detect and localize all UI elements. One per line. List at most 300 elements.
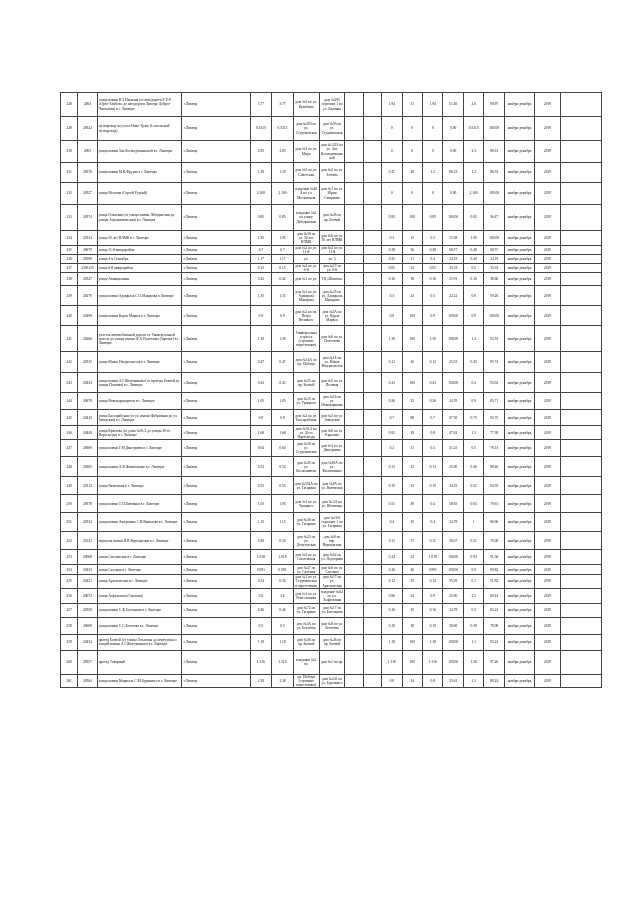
cell-len: 1.68 xyxy=(250,426,272,440)
cell-c3: 0.51 xyxy=(382,495,402,513)
cell-year: 2019 xyxy=(535,373,561,393)
cell-len: 1.316 xyxy=(250,650,272,674)
cell-len: 0.46 xyxy=(250,603,272,617)
cell-name: улица имени С.С.Бехтеева в г. Липецке xyxy=(97,617,181,634)
cell-c5: 0.8 xyxy=(423,674,443,687)
cell-c6: 100.00 xyxy=(443,565,463,575)
cell-c7: 0.9 xyxy=(463,565,483,575)
cell-c6: 35.29 xyxy=(443,575,463,588)
cell-name: улица имени Зои Космодемьянской в г. Липецке xyxy=(97,141,181,163)
table-row xyxy=(61,373,602,393)
cell-len2: 0.7 xyxy=(272,246,294,255)
cell-c1 xyxy=(345,513,363,532)
cell-len2: 1.03 xyxy=(272,495,294,513)
cell-period: ноябрь-декабрь xyxy=(504,326,534,352)
cell-start: дом №1 по ул. Урицкого xyxy=(293,495,319,513)
cell-c6: 100.00 xyxy=(443,326,463,352)
cell-end: дом №5А по ул. Карла Маркса xyxy=(319,306,345,326)
cell-end: дом №6 по ул. Салтыка xyxy=(319,565,345,575)
cell-start: дом №5 по ул. Кулибина xyxy=(293,93,319,117)
cell-year: 2019 xyxy=(535,183,561,205)
cell-c3: 1.18 xyxy=(382,634,402,650)
cell-name: улица 4-я Сентябрь xyxy=(97,255,181,264)
cell-len2: 0.64 xyxy=(272,440,294,457)
cell-period: ноябрь-декабрь xyxy=(504,426,534,440)
cell-end: дом №6 по ул. Крылова xyxy=(319,426,345,440)
cell-end: дом №1 по ул. Юрия Смирнова xyxy=(319,183,345,205)
table-row xyxy=(61,93,602,117)
cell-code: 20598 xyxy=(78,255,97,264)
cell-len2: 1.018 xyxy=(272,550,294,565)
cell-name: улица Смоленская в г. Липецке xyxy=(97,550,181,565)
cell-c5: 0.2 xyxy=(423,440,443,457)
cell-c7: 0.16 xyxy=(463,273,483,286)
cell-name: улица имени М.В.Фрунзе в г. Липецке xyxy=(97,163,181,183)
cell-c7: 0.39 xyxy=(463,617,483,634)
cell-blank xyxy=(560,440,601,457)
cell-code: 20498 xyxy=(78,306,97,326)
cell-c7: 1.1 xyxy=(463,634,483,650)
cell-n: 240 xyxy=(61,306,78,326)
table-row xyxy=(61,603,602,617)
cell-c2 xyxy=(363,373,381,393)
cell-blank xyxy=(560,513,601,532)
cell-c4: 100 xyxy=(402,650,422,674)
cell-c5: 0.48 xyxy=(423,246,443,255)
cell-c7: 1.2 xyxy=(463,163,483,183)
cell-c2 xyxy=(363,440,381,457)
cell-c3: 1.94 xyxy=(382,93,402,117)
cell-c6: 38.83 xyxy=(443,495,463,513)
cell-start: дом №30 по ул. Студеновская xyxy=(293,440,319,457)
cell-start: дом №3А по ул. Бехтеева xyxy=(293,617,319,634)
cell-name: улица имени С.Ф.Балтанова в г. Липецке xyxy=(97,603,181,617)
cell-start: дом №2 по ул. 6-й xyxy=(293,264,319,273)
cell-loc: г.Липецк xyxy=(181,205,250,231)
cell-c5: 0.13 xyxy=(423,457,443,477)
cell-c4: 15 xyxy=(402,231,422,246)
cell-code: 20421 xyxy=(78,575,97,588)
cell-blank xyxy=(560,264,601,273)
cell-c6: 34.78 xyxy=(443,603,463,617)
cell-c1 xyxy=(345,674,363,687)
cell-c4: 100 xyxy=(402,326,422,352)
cell-c6: 51.46 xyxy=(443,93,463,117)
cell-len2: 1.39 xyxy=(272,163,294,183)
cell-c2 xyxy=(363,93,381,117)
cell-year: 2019 xyxy=(535,495,561,513)
cell-blank xyxy=(560,93,601,117)
table-row xyxy=(61,565,602,575)
cell-code: 20557 xyxy=(78,650,97,674)
cell-end: дом №5 по ул. Полевая xyxy=(319,373,345,393)
cell-c6: 38.00 xyxy=(443,617,463,634)
cell-loc: г.Липецк xyxy=(181,231,250,246)
cell-loc: г.Липецк xyxy=(181,495,250,513)
cell-c7: 1.3 xyxy=(463,426,483,440)
cell-c1 xyxy=(345,603,363,617)
cell-name: улица имени Адмирала С.О.Макарова в Липецке xyxy=(97,286,181,306)
cell-end: дом №6 по ул. 50 лет НЛМК xyxy=(319,231,345,246)
cell-c8: 70.00 xyxy=(484,532,504,550)
cell-period: ноябрь-декабрь xyxy=(504,163,534,183)
cell-end: дом №16 по ул. Новоцарькова xyxy=(319,393,345,410)
cell-start: дом №2 по ул. 11-й xyxy=(293,246,319,255)
cell-end: дом №1Б по ул. Юных Натуралистов xyxy=(319,352,345,373)
cell-c5: 0.4 xyxy=(423,495,443,513)
table-row xyxy=(61,306,602,326)
cell-name: путепровод ж/д путь Ново-Транс (Сокольский путепровод) xyxy=(97,117,181,141)
cell-c1 xyxy=(345,205,363,231)
cell-c5: 0 xyxy=(423,141,443,163)
cell-n: 232 xyxy=(61,183,78,205)
cell-end: владение №62 по ул. Асфальтная xyxy=(319,588,345,603)
table-row xyxy=(61,457,602,477)
cell-c1 xyxy=(345,457,363,477)
cell-year: 2019 xyxy=(535,532,561,550)
cell-len: 1.35 xyxy=(250,286,272,306)
cell-len: 1.05 xyxy=(250,393,272,410)
cell-c4: 48 xyxy=(402,163,422,183)
cell-end: дом №2 по ул. Зегеева xyxy=(319,163,345,183)
cell-code: 20527 xyxy=(78,183,97,205)
cell-c1 xyxy=(345,264,363,273)
cell-period: ноябрь-декабрь xyxy=(504,246,534,255)
cell-len2: 1.35 xyxy=(272,286,294,306)
cell-n: 254 xyxy=(61,565,78,575)
cell-c7: 0.46 xyxy=(463,457,483,477)
cell-len: 0.5315 xyxy=(250,117,272,141)
cell-c6: 68.57 xyxy=(443,246,463,255)
cell-c5: 0.8 xyxy=(423,426,443,440)
cell-period: ноябрь-декабрь xyxy=(504,532,534,550)
cell-len: 0.64 xyxy=(250,440,272,457)
cell-c3: 0.86 xyxy=(382,588,402,603)
cell-loc: г.Липецк xyxy=(181,264,250,273)
cell-c6: 100.00 xyxy=(443,306,463,326)
cell-c2 xyxy=(363,457,381,477)
cell-loc: г.Липецк xyxy=(181,634,250,650)
cell-c3: 0.16 xyxy=(382,273,402,286)
cell-c6: 34.55 xyxy=(443,477,463,495)
table-row xyxy=(61,650,602,674)
cell-len2: 1.68 xyxy=(272,426,294,440)
cell-c2 xyxy=(363,550,381,565)
cell-n: 257 xyxy=(61,603,78,617)
cell-year: 2019 xyxy=(535,440,561,457)
cell-end: дом №16А строение 1 по ул. Гагарина xyxy=(319,513,345,532)
table-row xyxy=(61,264,602,273)
cell-len: 1.95 xyxy=(250,231,272,246)
cell-n: 230 xyxy=(61,141,78,163)
cell-c2 xyxy=(363,634,381,650)
cell-blank xyxy=(560,205,601,231)
cell-n: 236 xyxy=(61,255,78,264)
cell-year: 2019 xyxy=(535,410,561,426)
cell-blank xyxy=(560,603,601,617)
cell-loc: г.Липецк xyxy=(181,457,250,477)
cell-blank xyxy=(560,352,601,373)
cell-blank xyxy=(560,477,601,495)
cell-c7: 1.95 xyxy=(463,231,483,246)
cell-start: дом №23 по ул. Депутатская xyxy=(293,532,319,550)
cell-c8: 90.82 xyxy=(484,565,504,575)
cell-c6: 87.50 xyxy=(443,410,463,426)
cell-year: 2019 xyxy=(535,477,561,495)
cell-c8: 38.66 xyxy=(484,273,504,286)
cell-c4: 35 xyxy=(402,477,422,495)
cell-blank xyxy=(560,650,601,674)
cell-code: 2456125 xyxy=(78,264,97,273)
cell-start: дом №30 по ул. 50 лет НЛМК xyxy=(293,231,319,246)
cell-period: ноябрь-декабрь xyxy=(504,183,534,205)
cell-c6: 33.61 xyxy=(443,674,463,687)
cell-name: улица 50 лет НЛМК в г. Липецке xyxy=(97,231,181,246)
cell-year: 2019 xyxy=(535,650,561,674)
cell-start: владение №2 по улице Лебединская xyxy=(293,205,319,231)
cell-n: 231 xyxy=(61,163,78,183)
cell-code: 20453 xyxy=(78,565,97,575)
cell-c6: 31.25 xyxy=(443,440,463,457)
cell-c1 xyxy=(345,650,363,674)
cell-loc: г.Липецк xyxy=(181,183,250,205)
table-row xyxy=(61,141,602,163)
cell-c3: 1.316 xyxy=(382,650,402,674)
cell-c2 xyxy=(363,246,381,255)
cell-len: 1.39 xyxy=(250,326,272,352)
cell-code: 20679 xyxy=(78,246,97,255)
cell-len: 3.77 xyxy=(250,93,272,117)
cell-code: 20454 xyxy=(78,634,97,650)
cell-end: дом №17 по ул. Арктическая xyxy=(319,575,345,588)
cell-c3: 0.24 xyxy=(382,550,402,565)
table-row xyxy=(61,205,602,231)
cell-c6: 34.19 xyxy=(443,255,463,264)
cell-c5: 0.16 xyxy=(423,603,443,617)
cell-n: 241 xyxy=(61,326,78,352)
cell-start: дом №36 по пр. Боевой xyxy=(293,634,319,650)
cell-code: 20522 xyxy=(78,117,97,141)
table-row xyxy=(61,588,602,603)
cell-len2: 0.46 xyxy=(272,603,294,617)
cell-c8: 77.38 xyxy=(484,426,504,440)
cell-c1 xyxy=(345,634,363,650)
cell-n: 245 xyxy=(61,410,78,426)
cell-c4: 36 xyxy=(402,246,422,255)
cell-c8: 86.33 xyxy=(484,163,504,183)
cell-year: 2019 xyxy=(535,255,561,264)
cell-c8: 97.26 xyxy=(484,650,504,674)
cell-loc: г.Липецк xyxy=(181,410,250,426)
cell-period: ноябрь-декабрь xyxy=(504,205,534,231)
cell-c6: 100.00 xyxy=(443,205,463,231)
cell-year: 2019 xyxy=(535,163,561,183)
cell-c8: 34.19 xyxy=(484,255,504,264)
cell-loc: г.Липецк xyxy=(181,532,250,550)
cell-code: 20312 xyxy=(78,477,97,495)
table-row xyxy=(61,393,602,410)
cell-code: 20550 xyxy=(78,603,97,617)
cell-n: 253 xyxy=(61,550,78,565)
table-row xyxy=(61,634,602,650)
cell-end: дом №4 по ул. 11-й xyxy=(319,246,345,255)
cell-len2: 2.169 xyxy=(272,183,294,205)
table-row xyxy=(61,231,602,246)
cell-name: переулок имени В.В.Верещагина в г. Липецке xyxy=(97,532,181,550)
cell-loc: г.Липецк xyxy=(181,603,250,617)
cell-c3: 0.19 xyxy=(382,477,402,495)
cell-c2 xyxy=(363,117,381,141)
cell-c4: 38 xyxy=(402,273,422,286)
cell-c7: 0.1 xyxy=(463,575,483,588)
cell-blank xyxy=(560,617,601,634)
cell-c5: 0.3 xyxy=(423,231,443,246)
cell-blank xyxy=(560,231,601,246)
cell-c8: 95.74 xyxy=(484,352,504,373)
cell-c6: 36.67 xyxy=(443,532,463,550)
cell-start: дом №1 по ул. xyxy=(293,273,319,286)
cell-year: 2019 xyxy=(535,141,561,163)
cell-end: дом №121Б по ул. Зои Космодемьянской xyxy=(319,141,345,163)
cell-blank xyxy=(560,246,601,255)
cell-end: дом №17 по ул. Балтанова xyxy=(319,603,345,617)
cell-c4: 38 xyxy=(402,617,422,634)
cell-len2: 0.5315 xyxy=(272,117,294,141)
cell-n: 244 xyxy=(61,393,78,410)
cell-len2: 0.9 xyxy=(272,306,294,326)
cell-c7: 2.3 xyxy=(463,141,483,163)
cell-c5: 0.12 xyxy=(423,575,443,588)
cell-c7: 0.4 xyxy=(463,373,483,393)
table-row xyxy=(61,246,602,255)
cell-n: 251 xyxy=(61,513,78,532)
cell-end: дом №8А по ул. Вяземская xyxy=(319,477,345,495)
cell-blank xyxy=(560,373,601,393)
cell-c2 xyxy=(363,426,381,440)
cell-c8: 85.71 xyxy=(484,393,504,410)
cell-c1 xyxy=(345,231,363,246)
cell-loc: г.Липецк xyxy=(181,93,250,117)
cell-name: улица имени Г.М.Дмитриева в г. Липецке xyxy=(97,440,181,457)
cell-c3: 0.13 xyxy=(382,457,402,477)
cell-n: 234 xyxy=(61,231,78,246)
cell-c8: 100.00 xyxy=(484,306,504,326)
cell-blank xyxy=(560,588,601,603)
cell-c8: 59.26 xyxy=(484,286,504,306)
cell-c5: 0.11 xyxy=(423,532,443,550)
cell-start: дом №30 по ул. Гагарина xyxy=(293,513,319,532)
cell-start: дом №35 по пр. Боевой xyxy=(293,373,319,393)
cell-start: дом №45 по ул. Космонавтов xyxy=(293,457,319,477)
cell-c7: 2.5 xyxy=(463,588,483,603)
cell-c6: 100.00 xyxy=(443,634,463,650)
cell-name: улица имени Т.Г.Шевченко в г. Липецке xyxy=(97,495,181,513)
cell-c3: 1.39 xyxy=(382,326,402,352)
cell-period: ноябрь-декабрь xyxy=(504,588,534,603)
cell-code: 20578 xyxy=(78,495,97,513)
cell-len: 0.8 xyxy=(250,410,272,426)
cell-period: ноябрь-декабрь xyxy=(504,650,534,674)
cell-year: 2019 xyxy=(535,352,561,373)
cell-code: 20279 xyxy=(78,286,97,306)
cell-c5: 0.43 xyxy=(423,373,443,393)
cell-loc: г.Липецк xyxy=(181,163,250,183)
cell-c1 xyxy=(345,565,363,575)
cell-c8: 80.01 xyxy=(484,141,504,163)
cell-end: дом №8 по пер. Верещагина xyxy=(319,532,345,550)
cell-end: дом №25 по ул. Адмирала Макарова xyxy=(319,286,345,306)
cell-year: 2019 xyxy=(535,286,561,306)
cell-year: 2019 xyxy=(535,603,561,617)
cell-c8: 93.02 xyxy=(484,373,504,393)
cell-n: 229 xyxy=(61,117,78,141)
cell-start: дом №1 по ул. Студеновская в пересечении xyxy=(295,575,318,588)
cell-period: ноябрь-декабрь xyxy=(504,393,534,410)
cell-c8: 88.46 xyxy=(484,457,504,477)
cell-code: 20334 xyxy=(78,231,97,246)
cell-end: дом №1 по пр. xyxy=(319,650,345,674)
cell-c6: 0.00 xyxy=(443,183,463,205)
cell-name: проезд Товарный xyxy=(97,650,181,674)
cell-len: 0.34 xyxy=(250,575,272,588)
cell-c8: 91.36 xyxy=(484,550,504,565)
cell-c7: 0.8 xyxy=(463,286,483,306)
cell-c4: 31 xyxy=(402,440,422,457)
cell-len: 2.38 xyxy=(250,674,272,687)
cell-n: 243 xyxy=(61,373,78,393)
cell-end: дом №3 по ул. Заводская xyxy=(319,410,345,426)
cell-len2: 0.52 xyxy=(272,457,294,477)
cell-period: ноябрь-декабрь xyxy=(504,255,534,264)
cell-loc: г.Липецк xyxy=(181,306,250,326)
cell-start: дом №1 по ул. Ремесленная xyxy=(293,588,319,603)
cell-c3: 0.05 xyxy=(382,264,402,273)
cell-name: улица Асфальтная (Сметная) xyxy=(97,588,181,603)
cell-n: 246 xyxy=(61,426,78,440)
cell-c4: 25 xyxy=(402,457,422,477)
cell-c4: 88 xyxy=(402,410,422,426)
table-row xyxy=(61,255,602,264)
cell-end: дом №8 по ул. Бехтеева xyxy=(319,617,345,634)
cell-n: 238 xyxy=(61,273,78,286)
cell-len2: 1.15 xyxy=(272,513,294,532)
cell-len: 0.43 xyxy=(250,373,272,393)
cell-c2 xyxy=(363,163,381,183)
cell-len: 1.18 xyxy=(250,634,272,650)
cell-c2 xyxy=(363,306,381,326)
cell-c7: 0.9 xyxy=(463,393,483,410)
cell-len: 0.7 xyxy=(250,246,272,255)
cell-c7: 0.21 xyxy=(463,532,483,550)
cell-c6: 34.78 xyxy=(443,513,463,532)
cell-c4: 24 xyxy=(402,550,422,565)
cell-end: дом №6 по ул. Полетаева xyxy=(319,326,345,352)
cell-len: 0.52 xyxy=(250,457,272,477)
cell-c5: 1.18 xyxy=(423,634,443,650)
cell-c4: 35 xyxy=(402,513,422,532)
cell-c5: 0.85 xyxy=(423,205,443,231)
cell-end: дом №3 по ул. Дмитриева xyxy=(319,440,345,457)
cell-len2: 1.39 xyxy=(272,326,294,352)
cell-code: 20527 xyxy=(78,273,97,286)
cell-start: Универсальная трасса (строение пересечение) xyxy=(293,326,319,352)
cell-name: улица 11-й микрорайон xyxy=(97,246,181,255)
cell-len2: 1.05 xyxy=(272,393,294,410)
cell-blank xyxy=(560,163,601,183)
cell-len: 1.15 xyxy=(250,513,272,532)
cell-n: 242 xyxy=(61,352,78,373)
cell-year: 2019 xyxy=(535,550,561,565)
